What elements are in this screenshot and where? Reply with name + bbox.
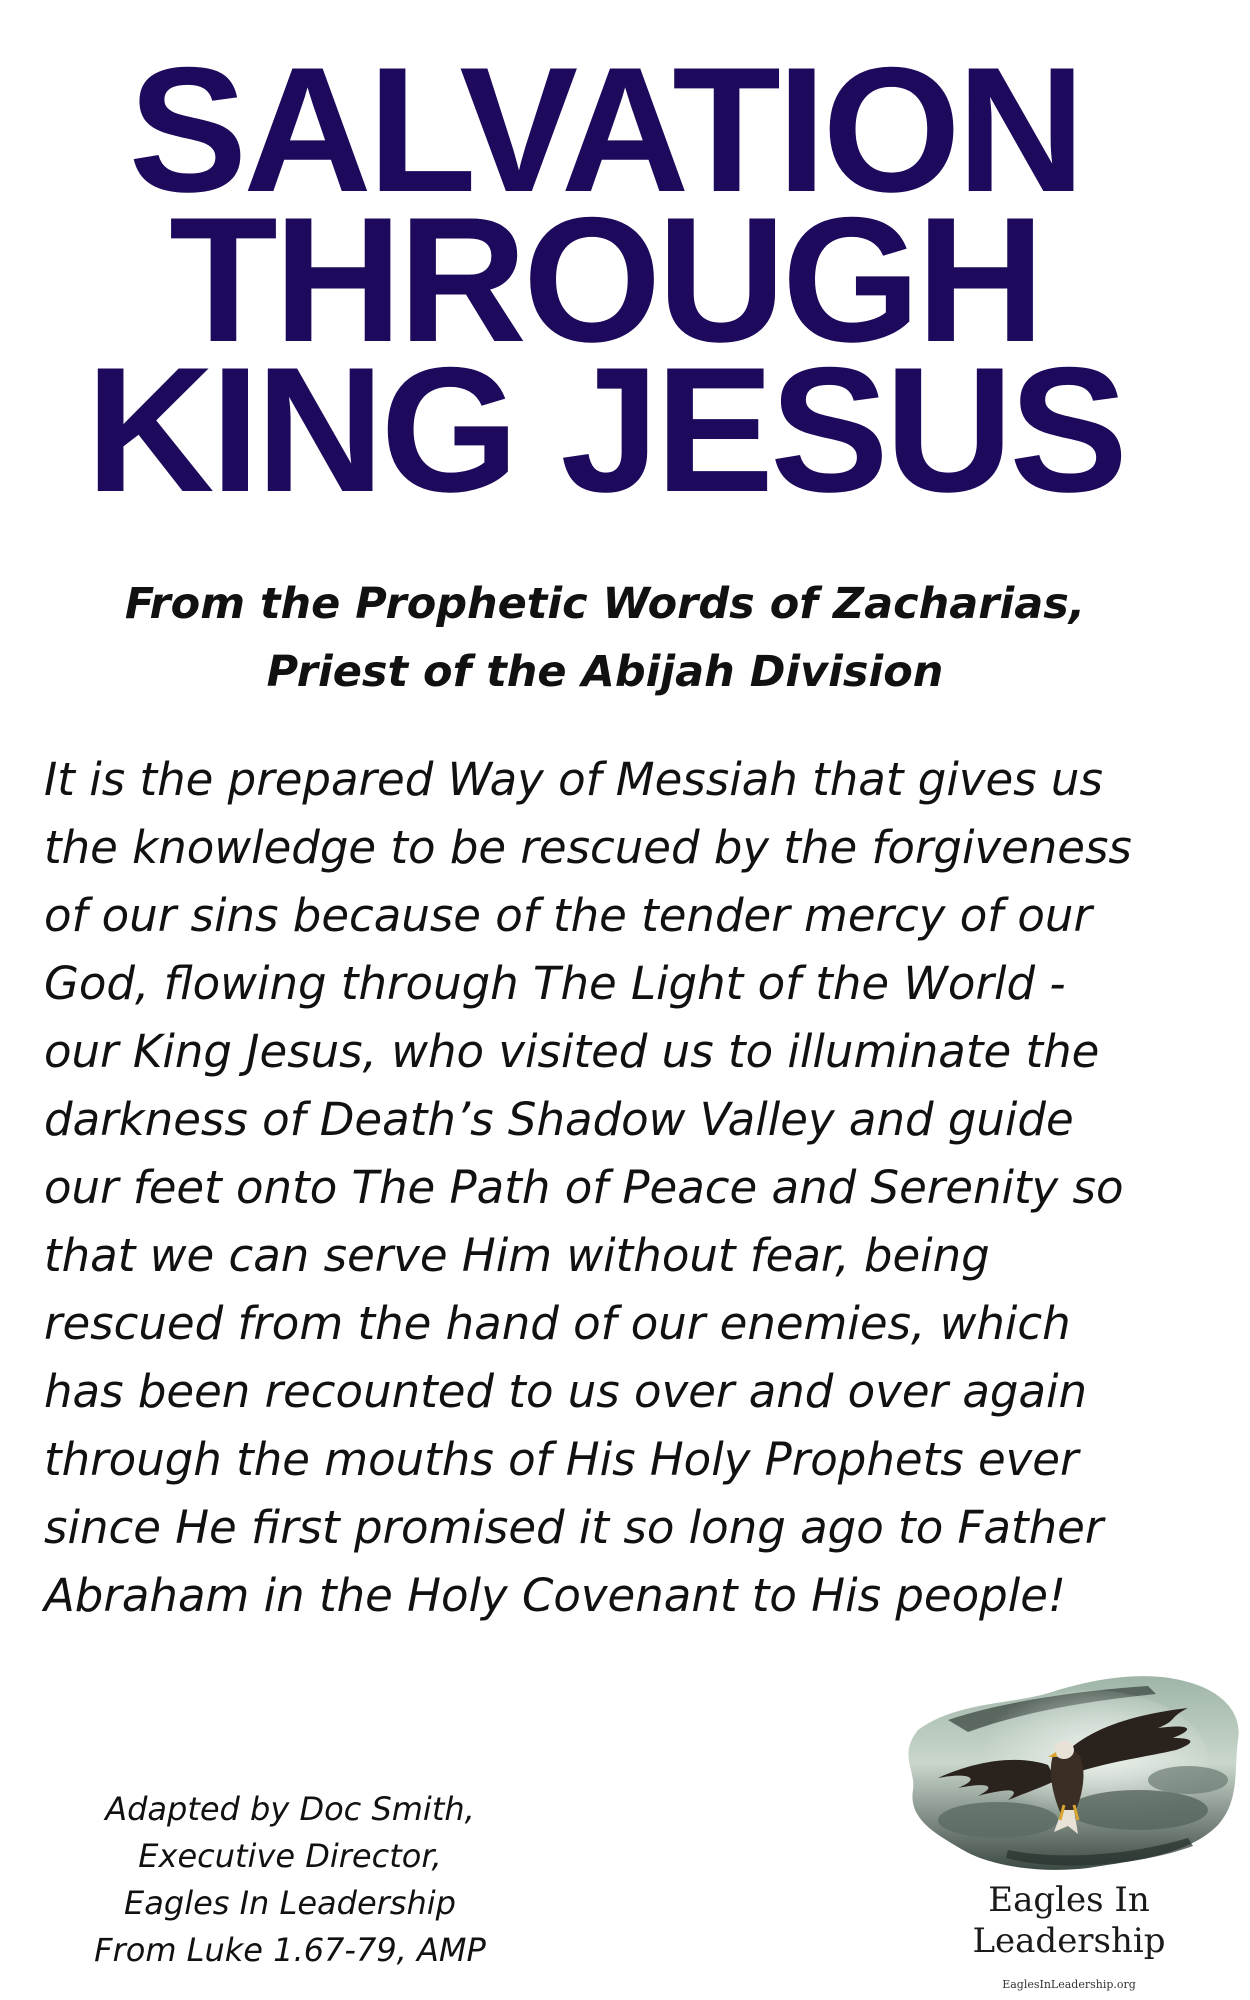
page-title	[0, 30, 1210, 529]
subtitle	[0, 570, 1210, 706]
body-line: since He first promised it so long ago to Father	[44, 1501, 1104, 1554]
logo-name	[888, 1880, 1250, 1962]
organization-logo	[888, 1660, 1250, 2000]
body-line: rescued from the hand of our enemies, which	[44, 1297, 1071, 1350]
title-line-1: SALVATION	[128, 30, 1082, 229]
body-line: It is the prepared Way of Messiah that gives us	[44, 753, 1103, 806]
credit-line: Adapted by Doc Smith,	[105, 1790, 475, 1828]
credit-line: Eagles In Leadership	[124, 1884, 456, 1922]
body-line: our King Jesus, who visited us to illuminate the	[44, 1025, 1100, 1078]
body-line: that we can serve Him without fear, being	[44, 1229, 990, 1282]
body-line: has been recounted to us over and over again	[44, 1365, 1088, 1418]
logo-name-line-2: Leadership	[972, 1921, 1166, 1961]
body-line: of our sins because of the tender mercy of our	[44, 889, 1092, 942]
body-line: darkness of Death’s Shadow Valley and guide	[44, 1093, 1074, 1146]
body-line: God, flowing through The Light of the World -	[44, 957, 1066, 1010]
body-line: the knowledge to be rescued by the forgiveness	[44, 821, 1132, 874]
body-line: our feet onto The Path of Peace and Serenity so	[44, 1161, 1124, 1214]
credit-block	[60, 1786, 520, 1974]
body-paragraph	[44, 746, 1224, 1630]
title-line-3: KING JESUS	[85, 330, 1125, 529]
credit-line: From Luke 1.67-79, AMP	[94, 1931, 486, 1969]
credit-line: Executive Director,	[138, 1837, 442, 1875]
eagle-icon	[888, 1660, 1250, 1880]
subtitle-line-2: Priest of the Abijah Division	[266, 647, 944, 697]
body-line: through the mouths of His Holy Prophets ever	[44, 1433, 1079, 1486]
subtitle-line-1: From the Prophetic Words of Zacharias,	[124, 579, 1086, 629]
body-line: Abraham in the Holy Covenant to His people!	[44, 1569, 1066, 1622]
title-line-2: THROUGH	[169, 180, 1041, 379]
logo-name-line-1: Eagles In	[988, 1880, 1150, 1920]
logo-url: EaglesInLeadership.org	[1002, 1978, 1136, 1991]
